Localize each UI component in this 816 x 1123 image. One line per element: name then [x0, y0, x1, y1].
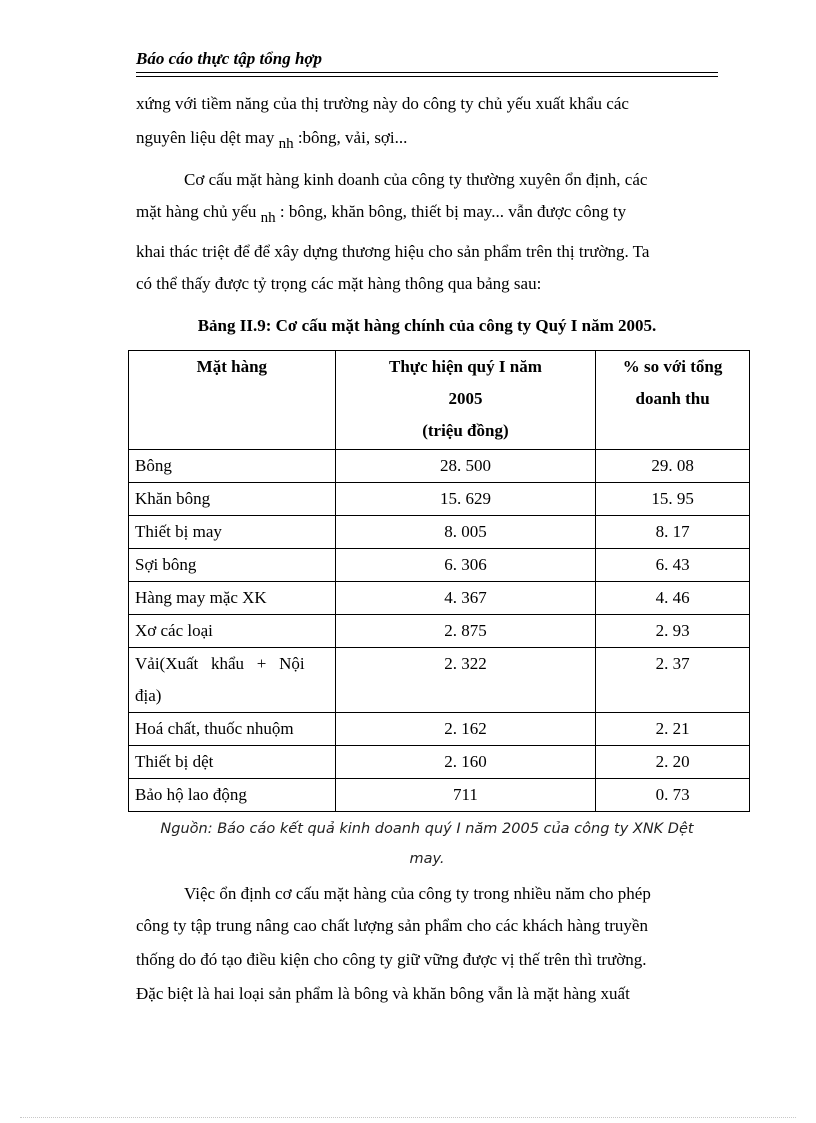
- header-rule-thick: [136, 72, 718, 73]
- table-row: Xơ các loại 2. 875 2. 93: [129, 615, 750, 648]
- table-row: Bông 28. 500 29. 08: [129, 450, 750, 483]
- product-structure-table: [128, 350, 750, 812]
- paragraph-2-line-3: khai thác triệt để để xây dựng thương hiệu cho sản phẩm trên thị trường. Ta: [136, 242, 650, 261]
- header-percent: % so với tổng doanh thu: [596, 351, 750, 450]
- table-row: Vải(Xuất khẩu + Nội địa) 2. 322 2. 37: [129, 648, 750, 713]
- subscript-nh: nh: [278, 136, 294, 152]
- header-rule-thin: [136, 76, 718, 77]
- table-row: Hoá chất, thuốc nhuộm 2. 162 2. 21: [129, 713, 750, 746]
- header-item: Mặt hàng: [129, 351, 336, 450]
- table-row: Hàng may mặc XK 4. 367 4. 46: [129, 582, 750, 615]
- paragraph-1-line-1: xứng với tiềm năng của thị trường này do công ty chủ yếu xuất khẩu các: [136, 94, 629, 113]
- subscript-nh: nh: [260, 210, 276, 226]
- table-header-row: [129, 351, 750, 450]
- paragraph-3-line-4: Đặc biệt là hai loại sản phẩm là bông và khăn bông vẫn là mặt hàng xuất: [136, 984, 630, 1003]
- paragraph-3-line-3: thống do đó tạo điều kiện cho công ty giữ vững được vị thế trên thì trường.: [136, 950, 647, 969]
- paragraph-3-line-1: Việc ổn định cơ cấu mặt hàng của công ty trong nhiều năm cho phép: [184, 884, 651, 903]
- header-value: Thực hiện quý I năm 2005 (triệu đồng): [335, 351, 595, 450]
- paragraph-1-line-2: nguyên liệu dệt may nh :bông, vải, sợi...: [136, 128, 408, 152]
- page-header: [136, 48, 718, 70]
- page-bottom-divider: [20, 1117, 796, 1118]
- table-row: Thiết bị dệt 2. 160 2. 20: [129, 746, 750, 779]
- header-title: Báo cáo thực tập tổng hợp: [136, 49, 323, 68]
- table-row: Sợi bông 6. 306 6. 43: [129, 549, 750, 582]
- table-row: Bảo hộ lao động 711 0. 73: [129, 779, 750, 812]
- table-row: Khăn bông 15. 629 15. 95: [129, 483, 750, 516]
- table-row: Thiết bị may 8. 005 8. 17: [129, 516, 750, 549]
- table-source-note: Nguồn: Báo cáo kết quả kinh doanh quý I năm 2005 của công ty XNK Dệt may.: [160, 821, 694, 867]
- paragraph-2-line-4: có thể thấy được tỷ trọng các mặt hàng thông qua bảng sau:: [136, 274, 542, 293]
- paragraph-3-line-2: công ty tập trung nâng cao chất lượng sản phẩm cho các khách hàng truyền: [136, 916, 648, 935]
- table-caption: Bảng II.9: Cơ cấu mặt hàng chính của công ty Quý I năm 2005.: [197, 316, 657, 335]
- paragraph-2-line-1: Cơ cấu mặt hàng kinh doanh của công ty thường xuyên ổn định, các: [184, 170, 648, 189]
- paragraph-2-line-2: mặt hàng chủ yếu nh : bông, khăn bông, thiết bị may... vẫn được công ty: [136, 202, 627, 226]
